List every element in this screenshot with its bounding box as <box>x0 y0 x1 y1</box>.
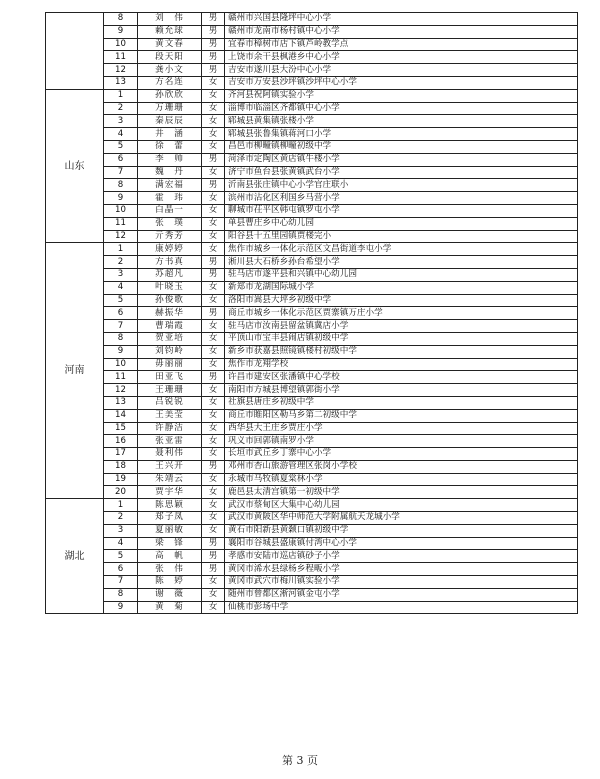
teacher-gender: 女 <box>202 281 225 294</box>
row-number: 3 <box>104 524 138 537</box>
teacher-gender: 男 <box>202 179 225 192</box>
row-number: 16 <box>104 435 138 448</box>
teacher-name: 曹瑞霞 <box>138 320 202 333</box>
teacher-gender: 女 <box>202 512 225 525</box>
table-row <box>46 166 578 179</box>
row-number: 2 <box>104 256 138 269</box>
teacher-name: 毋丽丽 <box>138 358 202 371</box>
province-cell: 湖北 <box>46 499 104 614</box>
table-row <box>46 192 578 205</box>
row-number: 12 <box>104 230 138 243</box>
table-row <box>46 473 578 486</box>
table-row <box>46 345 578 358</box>
teacher-gender: 男 <box>202 64 225 77</box>
teacher-name: 井 涵 <box>138 128 202 141</box>
school-name: 滨州市沾化区利国乡马营小学 <box>225 192 578 205</box>
school-name: 吉安市遂川县大汾中心小学 <box>225 64 578 77</box>
teacher-gender: 女 <box>202 320 225 333</box>
row-number: 10 <box>104 204 138 217</box>
teacher-gender: 女 <box>202 601 225 614</box>
row-number: 3 <box>104 115 138 128</box>
school-name: 济宁市鱼台县张黄镇武台小学 <box>225 166 578 179</box>
table-row <box>46 486 578 499</box>
row-number: 10 <box>104 38 138 51</box>
teacher-name: 方名连 <box>138 76 202 89</box>
school-name: 黄石市阳新县黄颡口镇初级中学 <box>225 524 578 537</box>
table-row <box>46 256 578 269</box>
school-name: 南阳市方城县博望镇郭街小学 <box>225 384 578 397</box>
row-number: 1 <box>104 89 138 102</box>
teacher-gender: 女 <box>202 243 225 256</box>
teacher-gender: 女 <box>202 204 225 217</box>
table-row <box>46 243 578 256</box>
table-row <box>46 537 578 550</box>
teacher-gender: 女 <box>202 396 225 409</box>
teacher-gender: 女 <box>202 89 225 102</box>
school-name: 新郑市龙湖国际城小学 <box>225 281 578 294</box>
teacher-name: 王兴开 <box>138 460 202 473</box>
teacher-name: 朱靖云 <box>138 473 202 486</box>
school-name: 菏泽市定陶区黄店镇牛楼小学 <box>225 153 578 166</box>
table-row <box>46 13 578 26</box>
table-row <box>46 179 578 192</box>
table-row <box>46 422 578 435</box>
teacher-name: 段天阳 <box>138 51 202 64</box>
awardee-table <box>45 12 578 614</box>
teacher-gender: 男 <box>202 51 225 64</box>
teacher-name: 龚小文 <box>138 64 202 77</box>
teacher-gender: 男 <box>202 256 225 269</box>
school-name: 许昌市建安区张潘镇中心学校 <box>225 371 578 384</box>
teacher-name: 赫振华 <box>138 307 202 320</box>
row-number: 2 <box>104 512 138 525</box>
teacher-name: 刘 伟 <box>138 13 202 26</box>
table-row <box>46 230 578 243</box>
school-name: 武汉市蔡甸区大集中心幼儿园 <box>225 499 578 512</box>
province-cell <box>46 13 104 90</box>
teacher-gender: 女 <box>202 524 225 537</box>
school-name: 驻马店市汝南县留盆镇冀店小学 <box>225 320 578 333</box>
row-number: 11 <box>104 217 138 230</box>
school-name: 郓城县黄集镇张楼小学 <box>225 115 578 128</box>
table-row <box>46 140 578 153</box>
row-number: 8 <box>104 13 138 26</box>
teacher-name: 孙欣欣 <box>138 89 202 102</box>
teacher-gender: 女 <box>202 140 225 153</box>
table-row <box>46 384 578 397</box>
teacher-name: 贾宇华 <box>138 486 202 499</box>
school-name: 仙桃市彭场中学 <box>225 601 578 614</box>
teacher-gender: 女 <box>202 192 225 205</box>
school-name: 齐河县祝阿镇实验小学 <box>225 89 578 102</box>
teacher-name: 霍 玮 <box>138 192 202 205</box>
table-row <box>46 460 578 473</box>
teacher-gender: 女 <box>202 166 225 179</box>
table-row <box>46 294 578 307</box>
school-name: 鹿邑县太清宫镇第一初级中学 <box>225 486 578 499</box>
teacher-name: 郑子凤 <box>138 512 202 525</box>
teacher-name: 刘钧岭 <box>138 345 202 358</box>
school-name: 永城市马牧镇夏棠林小学 <box>225 473 578 486</box>
row-number: 18 <box>104 460 138 473</box>
school-name: 沂南县张庄镇中心小学官庄联小 <box>225 179 578 192</box>
teacher-gender: 女 <box>202 473 225 486</box>
teacher-gender: 女 <box>202 358 225 371</box>
teacher-gender: 男 <box>202 307 225 320</box>
table-row <box>46 115 578 128</box>
teacher-name: 陈思颖 <box>138 499 202 512</box>
table-row <box>46 76 578 89</box>
row-number: 10 <box>104 358 138 371</box>
teacher-gender: 女 <box>202 76 225 89</box>
teacher-name: 方书真 <box>138 256 202 269</box>
row-number: 6 <box>104 563 138 576</box>
school-name: 宜春市樟树市店下镇芦岭教学点 <box>225 38 578 51</box>
teacher-gender: 女 <box>202 345 225 358</box>
table-row <box>46 25 578 38</box>
teacher-name: 李 帅 <box>138 153 202 166</box>
teacher-gender: 女 <box>202 332 225 345</box>
table-row <box>46 448 578 461</box>
table-row <box>46 499 578 512</box>
row-number: 9 <box>104 345 138 358</box>
teacher-name: 满宏福 <box>138 179 202 192</box>
table-row <box>46 307 578 320</box>
school-name: 襄阳市谷城县盛康镇付湾中心小学 <box>225 537 578 550</box>
row-number: 5 <box>104 550 138 563</box>
table-row <box>46 51 578 64</box>
table-row <box>46 38 578 51</box>
teacher-name: 聂利伟 <box>138 448 202 461</box>
row-number: 3 <box>104 268 138 281</box>
table-row <box>46 204 578 217</box>
teacher-name: 黄 菊 <box>138 601 202 614</box>
row-number: 13 <box>104 396 138 409</box>
teacher-gender: 男 <box>202 460 225 473</box>
row-number: 11 <box>104 371 138 384</box>
teacher-gender: 男 <box>202 25 225 38</box>
teacher-name: 秦辰辰 <box>138 115 202 128</box>
table-row <box>46 435 578 448</box>
school-name: 淄博市临淄区齐都镇中心小学 <box>225 102 578 115</box>
table-row <box>46 89 578 102</box>
teacher-name: 亓秀芳 <box>138 230 202 243</box>
row-number: 5 <box>104 294 138 307</box>
teacher-gender: 女 <box>202 576 225 589</box>
school-name: 商丘市城乡一体化示范区贾寨镇万庄小学 <box>225 307 578 320</box>
table-row <box>46 550 578 563</box>
row-number: 7 <box>104 320 138 333</box>
school-name: 焦作市龙翔学校 <box>225 358 578 371</box>
school-name: 巩义市回郭镇南罗小学 <box>225 435 578 448</box>
row-number: 6 <box>104 153 138 166</box>
school-name: 昌邑市柳疃镇柳疃初级中学 <box>225 140 578 153</box>
teacher-gender: 女 <box>202 294 225 307</box>
table-row <box>46 563 578 576</box>
teacher-gender: 女 <box>202 486 225 499</box>
teacher-name: 梁 锋 <box>138 537 202 550</box>
row-number: 12 <box>104 384 138 397</box>
teacher-name: 万珊珊 <box>138 102 202 115</box>
table-row <box>46 512 578 525</box>
school-name: 洛阳市嵩县大坪乡初级中学 <box>225 294 578 307</box>
teacher-name: 康婷婷 <box>138 243 202 256</box>
teacher-name: 王珊珊 <box>138 384 202 397</box>
teacher-gender: 女 <box>202 422 225 435</box>
province-cell: 山东 <box>46 89 104 243</box>
row-number: 4 <box>104 537 138 550</box>
school-name: 赣州市兴国县隆坪中心小学 <box>225 13 578 26</box>
table-row <box>46 64 578 77</box>
teacher-gender: 男 <box>202 153 225 166</box>
school-name: 聊城市茌平区韩屯镇罗屯小学 <box>225 204 578 217</box>
teacher-gender: 女 <box>202 217 225 230</box>
table-row <box>46 524 578 537</box>
teacher-name: 高 帆 <box>138 550 202 563</box>
teacher-gender: 女 <box>202 102 225 115</box>
school-name: 武汉市黄陂区华中师范大学附属航天龙城小学 <box>225 512 578 525</box>
teacher-name: 田亚飞 <box>138 371 202 384</box>
school-name: 邓州市杏山旅游管理区张岗小学校 <box>225 460 578 473</box>
teacher-name: 吕锐锐 <box>138 396 202 409</box>
table-row <box>46 371 578 384</box>
row-number: 11 <box>104 51 138 64</box>
teacher-gender: 男 <box>202 268 225 281</box>
province-cell: 河南 <box>46 243 104 499</box>
teacher-gender: 男 <box>202 371 225 384</box>
teacher-gender: 女 <box>202 115 225 128</box>
teacher-gender: 男 <box>202 13 225 26</box>
school-name: 新乡市获嘉县照镜镇楼村初级中学 <box>225 345 578 358</box>
row-number: 9 <box>104 601 138 614</box>
school-name: 吉安市万安县沙坪镇沙坪中心小学 <box>225 76 578 89</box>
teacher-name: 苏超凡 <box>138 268 202 281</box>
row-number: 1 <box>104 243 138 256</box>
teacher-name: 黄文春 <box>138 38 202 51</box>
teacher-name: 赖允球 <box>138 25 202 38</box>
row-number: 20 <box>104 486 138 499</box>
row-number: 17 <box>104 448 138 461</box>
teacher-name: 贺亚培 <box>138 332 202 345</box>
school-name: 焦作市城乡一体化示范区文昌街道李屯小学 <box>225 243 578 256</box>
table-row <box>46 128 578 141</box>
table-row <box>46 281 578 294</box>
table-row <box>46 358 578 371</box>
school-name: 平顶山市宝丰县闹店镇初级中学 <box>225 332 578 345</box>
row-number: 9 <box>104 25 138 38</box>
school-name: 黄冈市浠水县绿杨乡程畈小学 <box>225 563 578 576</box>
school-name: 商丘市睢阳区勒马乡第二初级中学 <box>225 409 578 422</box>
table-row <box>46 601 578 614</box>
school-name: 上饶市余干县枫港乡中心小学 <box>225 51 578 64</box>
teacher-gender: 男 <box>202 537 225 550</box>
row-number: 5 <box>104 140 138 153</box>
row-number: 7 <box>104 576 138 589</box>
table-row <box>46 320 578 333</box>
teacher-name: 叶晓玉 <box>138 281 202 294</box>
teacher-name: 许静洁 <box>138 422 202 435</box>
teacher-gender: 女 <box>202 448 225 461</box>
teacher-name: 徐 蕾 <box>138 140 202 153</box>
row-number: 6 <box>104 307 138 320</box>
school-name: 孝感市安陆市巡店镇砂子小学 <box>225 550 578 563</box>
table-row <box>46 409 578 422</box>
table-body <box>46 13 578 614</box>
teacher-name: 张亚雷 <box>138 435 202 448</box>
row-number: 4 <box>104 128 138 141</box>
row-number: 8 <box>104 588 138 601</box>
teacher-gender: 女 <box>202 435 225 448</box>
school-name: 黄冈市武穴市梅川镇实验小学 <box>225 576 578 589</box>
row-number: 13 <box>104 76 138 89</box>
school-name: 社旗县唐庄乡初级中学 <box>225 396 578 409</box>
row-number: 8 <box>104 179 138 192</box>
teacher-gender: 女 <box>202 128 225 141</box>
teacher-name: 白晶一 <box>138 204 202 217</box>
row-number: 8 <box>104 332 138 345</box>
table-row <box>46 332 578 345</box>
teacher-name: 张 璞 <box>138 217 202 230</box>
teacher-name: 谢 薇 <box>138 588 202 601</box>
school-name: 长垣市武丘乡丁寨中心小学 <box>225 448 578 461</box>
teacher-name: 陈 婷 <box>138 576 202 589</box>
teacher-name: 张 伟 <box>138 563 202 576</box>
teacher-name: 魏 丹 <box>138 166 202 179</box>
school-name: 赣州市龙南市杨村镇中心小学 <box>225 25 578 38</box>
teacher-gender: 男 <box>202 550 225 563</box>
row-number: 9 <box>104 192 138 205</box>
table-row <box>46 396 578 409</box>
row-number: 14 <box>104 409 138 422</box>
table-row <box>46 576 578 589</box>
school-name: 郓城县张鲁集镇蒋河口小学 <box>225 128 578 141</box>
table-row <box>46 588 578 601</box>
teacher-gender: 女 <box>202 384 225 397</box>
school-name: 随州市曾都区淅河镇金屯小学 <box>225 588 578 601</box>
school-name: 驻马店市遂平县和兴镇中心幼儿园 <box>225 268 578 281</box>
row-number: 4 <box>104 281 138 294</box>
table-row <box>46 102 578 115</box>
teacher-gender: 男 <box>202 38 225 51</box>
teacher-gender: 女 <box>202 588 225 601</box>
teacher-name: 夏丽敏 <box>138 524 202 537</box>
teacher-gender: 男 <box>202 563 225 576</box>
teacher-name: 孙俊歌 <box>138 294 202 307</box>
page-number: 第 3 页 <box>282 754 318 767</box>
teacher-gender: 女 <box>202 230 225 243</box>
row-number: 7 <box>104 166 138 179</box>
teacher-gender: 女 <box>202 409 225 422</box>
school-name: 西华县大王庄乡贾庄小学 <box>225 422 578 435</box>
row-number: 15 <box>104 422 138 435</box>
school-name: 单县曹庄乡中心幼儿园 <box>225 217 578 230</box>
table-row <box>46 217 578 230</box>
row-number: 1 <box>104 499 138 512</box>
teacher-gender: 女 <box>202 499 225 512</box>
table-row <box>46 153 578 166</box>
row-number: 2 <box>104 102 138 115</box>
school-name: 淅川县大石桥乡孙台希望小学 <box>225 256 578 269</box>
row-number: 12 <box>104 64 138 77</box>
school-name: 阳谷县十五里园镇贾楼完小 <box>225 230 578 243</box>
table-row <box>46 268 578 281</box>
teacher-name: 王美莹 <box>138 409 202 422</box>
row-number: 19 <box>104 473 138 486</box>
